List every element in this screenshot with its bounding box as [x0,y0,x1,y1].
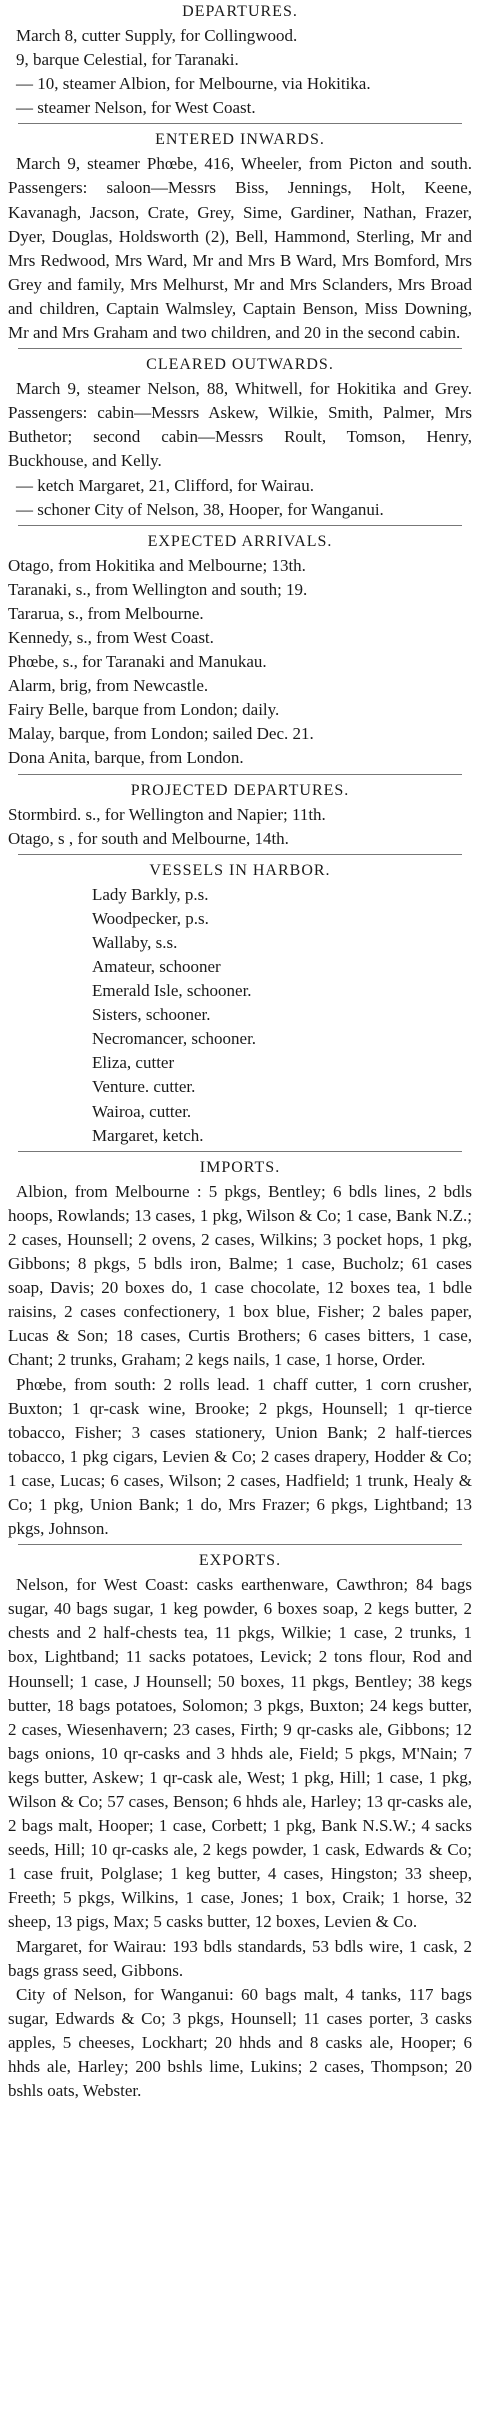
section-divider [18,1151,462,1152]
harbor-vessel: Margaret, ketch. [92,1125,204,1145]
harbor-vessel: Wairoa, cutter. [92,1101,192,1121]
departures-heading: DEPARTURES. [182,3,298,20]
section-divider [18,854,462,855]
harbor-vessel: Eliza, cutter [92,1053,175,1073]
section-divider [18,123,462,124]
harbor-vessel: Venture. cutter. [92,1077,196,1097]
departure-line: — steamer Nelson, for West Coast. [16,98,256,118]
expected-arrivals-heading: EXPECTED ARRIVALS. [147,532,333,550]
projected-line: Stormbird. s., for Wellington and Napier; 11th. [8,804,326,824]
arrival-line: Alarm, brig, from Newcastle. [8,676,209,696]
harbor-vessel: Amateur, schooner [92,957,221,976]
departure-line: 9, barque Celestial, for Taranaki. [16,50,239,70]
vessels-in-harbor-section [8,859,472,1148]
imports-section [8,1156,472,1541]
exports-section [8,1549,472,2103]
entered-inwards-section [8,128,472,345]
projected-departures-section [8,779,472,851]
section-divider [18,1544,462,1545]
vessels-in-harbor-heading: VESSELS IN HARBOR. [149,861,331,879]
cleared-paragraph: March 9, steamer Nelson, 88, Whitwell, for Hokitika and Grey. Passengers: cabin—Messrs Askew, Wilkie, Smith, Palmer, Mrs Buthetor; second cabin—Messrs Roult, Tomson, Henry, Buckhouse, and Kelly. [8,379,472,471]
expected-arrivals-section [8,530,472,771]
harbor-vessel: Emerald Isle, schooner. [92,981,252,1001]
projected-departures-heading: PROJECTED DEPARTURES. [130,781,350,799]
section-divider [18,525,462,526]
arrival-line: Tararua, s., from Melbourne. [8,603,204,623]
projected-line: Otago, s , for south and Melbourne, 14th. [8,828,289,848]
imports-heading: IMPORTS. [199,1158,281,1176]
arrival-line: Phœbe, s., for Taranaki and Manukau. [8,652,267,672]
harbor-vessel: Lady Barkly, p.s. [92,884,209,904]
arrival-line: Malay, barque, from London; sailed Dec. 21. [8,724,314,744]
exports-heading: EXPORTS. [198,1552,282,1570]
entered-inwards-heading: ENTERED INWARDS. [155,131,325,149]
departures-section [8,0,472,120]
section-divider [18,774,462,775]
arrival-line: Dona Anita, barque, from London. [8,748,244,768]
cleared-outwards-section [8,353,472,522]
harbor-vessel: Sisters, schooner. [92,1005,211,1025]
imports-paragraph: Albion, from Melbourne : 5 pkgs, Bentley; 6 bdls lines, 2 bdls hoops, Rowlands; 13 cases, 1 pkg, Wilson & Co; 1 case, Bank N.Z.; 2 cases, Hounsell; 2 ovens, 2 cases, Wilkins; 3 pocket hops, 1 pkg, Gibbons; 8 pkgs, 5 bdls iron, Balme; 1 case, Bucholz; 61 cases soap, Davis; 20 boxes do, 1 case chocolate, 12 boxes tea, 1 bdle raisins, 2 cases confectionery, 1 box blue, Fisher; 2 bales paper, Lucas & Son; 18 cases, Curtis Brothers; 6 cases bitters, 1 case, Chant; 2 trunks, Graham; 2 kegs nails, 1 case, 1 horse, Order. [8,1181,472,1370]
section-divider [18,348,462,349]
arrival-line: Fairy Belle, barque from London; daily. [8,700,280,720]
exports-paragraph: Margaret, for Wairau: 193 bdls standards, 53 bdls wire, 1 cask, 2 bags grass seed, Gibbons. [8,1936,472,1980]
arrival-line: Taranaki, s., from Wellington and south; 19. [8,579,308,599]
exports-paragraph: Nelson, for West Coast: casks earthenware, Cawthron; 84 bags sugar, 40 bags sugar, 1 keg powder, 6 boxes soap, 2 kegs butter, 2 chests and 2 half-chests tea, 11 pkgs, Wilkie; 1 case, 2 trunks, 1 box, Lightband; 11 sacks potatoes, Levick; 2 tons flour, Rod and Hounsell; 1 case, J Hounsell; 50 boxes, 11 pkgs, Bentley; 38 kegs butter, 18 bags potatoes, Solomon; 3 pkgs, Buxton; 24 kegs butter, 2 cases, Wiesenhavern; 23 cases, Firth; 9 qr-casks ale, Gibbons; 12 bags onions, 10 qr-casks and 3 hhds ale, Field; 5 pkgs, M'Nain; 7 kegs butter, Askew; 1 qr-cask ale, West; 1 pkg, Hill; 1 case, 1 pkg, Wilson & Co; 57 cases, Benson; 6 hhds ale, Harley; 13 qr-casks ale, 2 bags malt, Hooper; 1 case, Corbett; 1 pkg, Bank N.S.W.; 4 sacks seeds, Hill; 10 qr-casks ale, 2 kegs powder, 1 cask, Edwards & Co; 1 case fruit, Polglase; 1 keg butter, 4 cases, Hingston; 33 sheep, Freeth; 5 pkgs, Wilkins, 1 case, Jones; 1 box, Craik; 1 horse, 32 sheep, 13 pigs, Max; 5 casks butter, 12 boxes, Levien & Co. [8,1575,472,1932]
cleared-paragraph: — ketch Margaret, 21, Clifford, for Wairau. [16,475,314,495]
entered-paragraph: March 9, steamer Phœbe, 416, Wheeler, from Picton and south. Passengers: saloon—Messrs Biss, Jennings, Holt, Keene, Kavanagh, Jacson, Crate, Grey, Sime, Gardiner, Nathan, Frazer, Dyer, Douglas, Holdsworth (2), Bell, Hammond, Sterling, Mr and Mrs Redwood, Mrs Ward, Mr and Mrs B Ward, Mrs Bomford, Mrs Grey and family, Mrs Melhurst, Mr and Mrs Sclanders, Mrs Broad and children, Captain Walmsley, Captain Benson, Miss Downing, Mr and Mrs Graham and two children, and 20 in the second cabin. [8,154,472,343]
departure-line: March 8, cutter Supply, for Collingwood. [16,26,298,45]
cleared-paragraph: — schoner City of Nelson, 38, Hooper, for Wanganui. [16,499,384,519]
imports-paragraph: Phœbe, from south: 2 rolls lead. 1 chaff cutter, 1 corn crusher, Buxton; 1 qr-cask wine, Brooke; 2 pkgs, Hounsell; 1 qr-tierce tobacco, Fisher; 3 cases stationery, Union Bank; 2 half-tierces tobacco, 1 pkg cigars, Levien & Co; 2 cases drapery, Hodder & Co; 1 case, Lucas; 6 cases, Wilson; 2 cases, Hadfield; 1 trunk, Healy & Co; 1 pkg, Union Bank; 1 do, Mrs Frazer; 6 pkgs, Lightband; 13 pkgs, Johnson. [8,1374,472,1539]
arrival-line: Otago, from Hokitika and Melbourne; 13th. [8,555,306,575]
harbor-vessel: Necromancer, schooner. [92,1029,257,1049]
exports-paragraph: City of Nelson, for Wanganui: 60 bags malt, 4 tanks, 117 bags sugar, Edwards & Co; 3 pkgs, Hounsell; 11 cases porter, 3 casks apples, 5 cheeses, Lockhart; 20 hhds and 8 casks ale, Hooper; 6 hhds ale, Harley; 200 bshls lime, Lukins; 2 cases, Thompson; 20 bshls oats, Webster. [8,1984,472,2101]
harbor-vessel: Woodpecker, p.s. [92,908,209,928]
cleared-outwards-heading: CLEARED OUTWARDS. [146,356,334,374]
departure-line: — 10, steamer Albion, for Melbourne, via Hokitika. [16,74,371,94]
arrival-line: Kennedy, s., from West Coast. [8,627,214,647]
harbor-vessel: Wallaby, s.s. [92,932,178,952]
